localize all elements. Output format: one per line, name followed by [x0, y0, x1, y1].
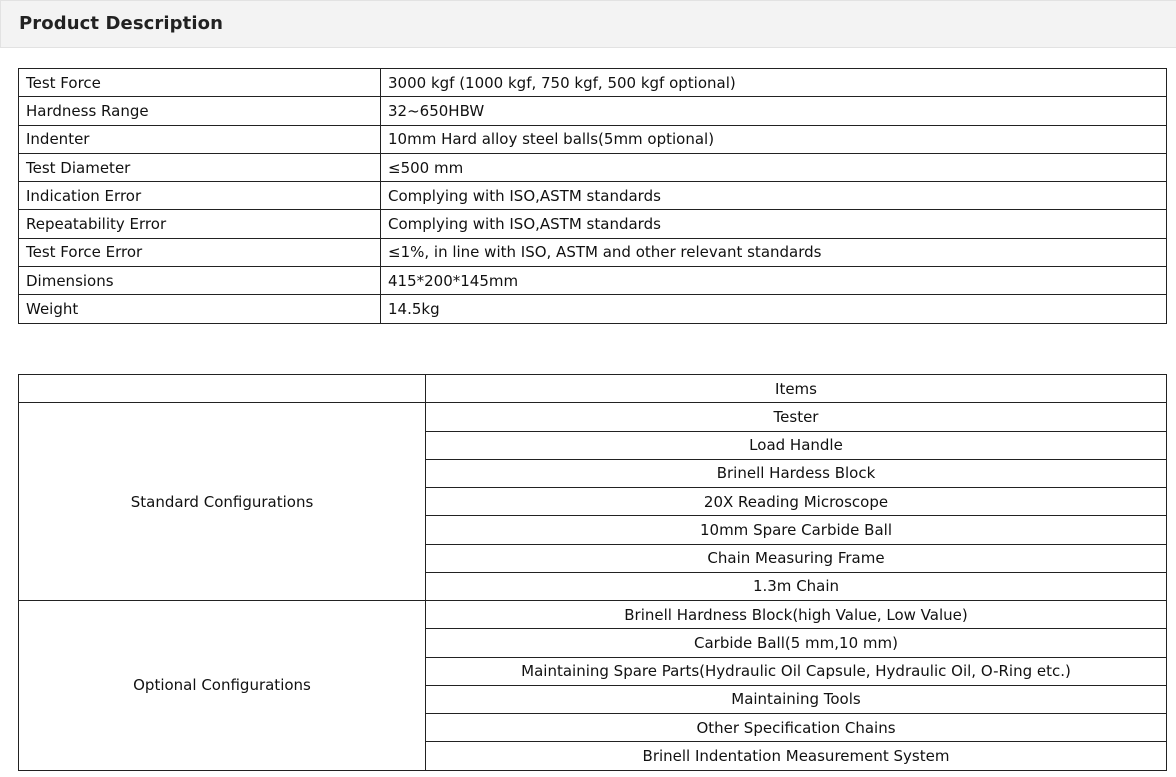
spec-row-indenter [19, 125, 1167, 153]
section-title: Product Description [19, 13, 223, 34]
spec-value: 3000 kgf (1000 kgf, 750 kgf, 500 kgf optional) [381, 69, 1167, 97]
spec-value: Complying with ISO,ASTM standards [381, 210, 1167, 238]
config-item: Carbide Ball(5 mm,10 mm) [426, 629, 1167, 657]
config-item: 1.3m Chain [426, 572, 1167, 600]
standard-configurations-label: Standard Configurations [19, 403, 426, 601]
config-item: 10mm Spare Carbide Ball [426, 516, 1167, 544]
config-item: Tester [426, 403, 1167, 431]
spec-value: 10mm Hard alloy steel balls(5mm optional) [381, 125, 1167, 153]
spec-row-dimensions [19, 267, 1167, 295]
spec-label: Dimensions [19, 267, 381, 295]
spec-label: Test Force [19, 69, 381, 97]
specification-table [18, 68, 1167, 324]
spec-label: Indication Error [19, 182, 381, 210]
config-header-row [19, 375, 1167, 403]
spec-value: 14.5kg [381, 295, 1167, 323]
config-item: Load Handle [426, 431, 1167, 459]
spec-row-test-diameter [19, 153, 1167, 181]
config-item: Maintaining Tools [426, 685, 1167, 713]
spec-row-repeatability-error [19, 210, 1167, 238]
config-row [19, 601, 1167, 629]
spec-label: Hardness Range [19, 97, 381, 125]
spec-label: Weight [19, 295, 381, 323]
spec-row-indication-error [19, 182, 1167, 210]
config-item: Maintaining Spare Parts(Hydraulic Oil Capsule, Hydraulic Oil, O-Ring etc.) [426, 657, 1167, 685]
spec-row-test-force-error [19, 238, 1167, 266]
spec-label: Test Force Error [19, 238, 381, 266]
configuration-table [18, 374, 1167, 771]
config-item: Brinell Hardess Block [426, 459, 1167, 487]
config-item: Other Specification Chains [426, 714, 1167, 742]
spec-value: ≤1%, in line with ISO, ASTM and other relevant standards [381, 238, 1167, 266]
items-header: Items [426, 375, 1167, 403]
config-item: Brinell Hardness Block(high Value, Low Value) [426, 601, 1167, 629]
spec-value: ≤500 mm [381, 153, 1167, 181]
spec-label: Test Diameter [19, 153, 381, 181]
spec-value: 415*200*145mm [381, 267, 1167, 295]
config-item: Brinell Indentation Measurement System [426, 742, 1167, 770]
spec-row-weight [19, 295, 1167, 323]
spec-label: Indenter [19, 125, 381, 153]
config-item: 20X Reading Microscope [426, 488, 1167, 516]
spec-label: Repeatability Error [19, 210, 381, 238]
config-header-blank [19, 375, 426, 403]
optional-configurations-label: Optional Configurations [19, 601, 426, 771]
spec-value: 32~650HBW [381, 97, 1167, 125]
spec-row-hardness-range [19, 97, 1167, 125]
section-header [0, 0, 1176, 48]
spec-value: Complying with ISO,ASTM standards [381, 182, 1167, 210]
spec-row-test-force [19, 69, 1167, 97]
config-item: Chain Measuring Frame [426, 544, 1167, 572]
config-row [19, 403, 1167, 431]
